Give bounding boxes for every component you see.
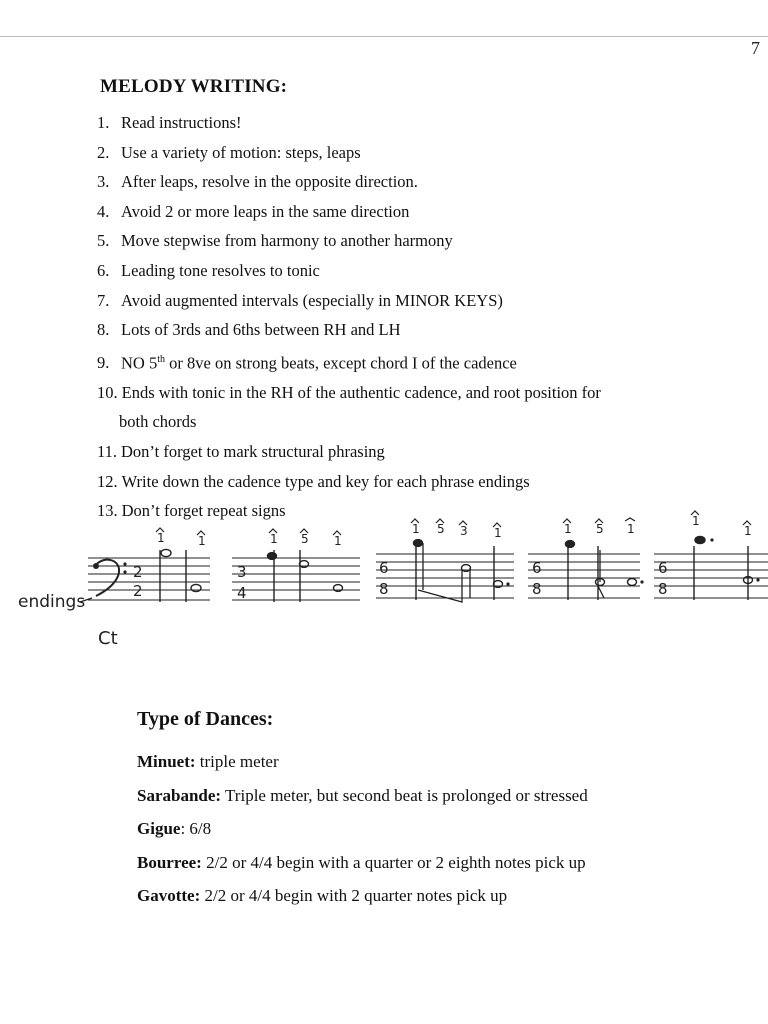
time-sig-bottom: 8 — [658, 580, 668, 598]
time-sig-top: 6 — [379, 559, 389, 577]
svg-text:1: 1 — [627, 522, 635, 536]
rule-item: 12. Write down the cadence type and key for each phrase endings — [97, 471, 530, 491]
ct-label: Ct — [98, 628, 118, 649]
time-sig-bottom: 4 — [237, 584, 247, 602]
svg-text:1: 1 — [334, 534, 342, 548]
note-stems — [418, 543, 604, 602]
svg-text:1: 1 — [744, 524, 752, 538]
rule-item: 5. Move stepwise from harmony to another harmony — [97, 231, 453, 251]
note-head — [414, 540, 423, 547]
time-sig-bottom: 8 — [379, 580, 389, 598]
note-head — [628, 579, 637, 586]
note-head — [161, 549, 171, 556]
svg-text:5: 5 — [437, 522, 445, 536]
dance-description: triple meter — [195, 752, 279, 771]
dance-item — [137, 812, 757, 846]
dance-item — [137, 779, 757, 813]
clef-dot-lower — [123, 570, 126, 573]
dance-description: 2/2 or 4/4 begin with a quarter or 2 eighth notes pick up — [201, 852, 586, 872]
caret-marks — [156, 511, 751, 535]
time-sig-top: 2 — [133, 563, 143, 581]
rule-item: 8. Lots of 3rds and 6ths between RH and LH — [97, 320, 401, 340]
dance-name: Sarabande: — [137, 785, 222, 805]
rule-item: 4. Avoid 2 or more leaps in the same direction — [97, 201, 410, 221]
svg-text:1: 1 — [494, 526, 502, 540]
svg-text:1: 1 — [692, 514, 700, 528]
dances-list — [137, 745, 757, 913]
rule-item: 3. After leaps, resolve in the opposite direction. — [97, 172, 418, 192]
svg-text:3: 3 — [460, 524, 468, 538]
endings-label: endings — [18, 592, 86, 612]
svg-text:5: 5 — [596, 522, 604, 536]
rule-item: 1. Read instructions! — [97, 113, 242, 132]
note-head — [695, 536, 705, 543]
scale-degree-marks — [157, 514, 752, 548]
rule-item: 2. Use a variety of motion: steps, leaps — [97, 142, 361, 162]
rule-item: 10. Ends with tonic in the RH of the authentic cadence, and root position for — [97, 382, 601, 402]
bass-clef-dot — [93, 563, 99, 569]
note-head — [191, 584, 201, 591]
svg-text:1: 1 — [198, 534, 206, 548]
clef-dot-upper — [123, 562, 126, 565]
handwritten-cadence-staves — [0, 510, 768, 650]
dances-title: Type of Dances: — [137, 708, 274, 730]
dance-description: 2/2 or 4/4 begin with 2 quarter notes pick up — [200, 886, 508, 905]
rule-item: 11. Don’t forget to mark structural phrasing — [97, 442, 385, 462]
dance-description: Triple meter, but second beat is prolonged or stressed — [221, 785, 588, 805]
dance-name: Bourree: — [137, 852, 202, 872]
time-sig-bottom: 2 — [133, 582, 143, 600]
svg-text:1: 1 — [412, 522, 420, 536]
time-signatures — [133, 559, 668, 602]
dance-name: Gavotte: — [137, 886, 201, 905]
rule-item: 7. Avoid augmented intervals (especially in MINOR KEYS) — [97, 290, 503, 310]
dance-item — [137, 846, 757, 880]
svg-text:1: 1 — [564, 522, 572, 536]
dance-name: Gigue — [137, 819, 181, 838]
dance-name: Minuet: — [137, 752, 196, 771]
svg-text:5: 5 — [301, 532, 309, 546]
time-sig-top: 6 — [532, 559, 542, 577]
time-sig-bottom: 8 — [532, 580, 542, 598]
rule-item: 9. NO 5th or 8ve on strong beats, except chord I of the cadence — [97, 353, 517, 373]
dance-item — [137, 879, 757, 913]
dance-item — [137, 745, 757, 779]
melody-rules-list — [97, 108, 757, 526]
corner-mark: 7 — [751, 38, 760, 58]
note-head — [268, 553, 277, 560]
page-top-edge — [0, 36, 768, 37]
dance-description: : 6/8 — [180, 819, 212, 838]
rule-item-continuation: both chords — [119, 412, 197, 432]
note-head — [566, 541, 575, 548]
rule-item: 13. Don’t forget repeat signs — [97, 501, 286, 521]
time-sig-top: 6 — [658, 559, 668, 577]
time-sig-top: 3 — [237, 563, 247, 581]
melody-writing-title: MELODY WRITING: — [100, 76, 288, 97]
rule-item: 6. Leading tone resolves to tonic — [97, 260, 320, 280]
svg-text:1: 1 — [157, 531, 165, 545]
svg-text:1: 1 — [270, 532, 278, 546]
